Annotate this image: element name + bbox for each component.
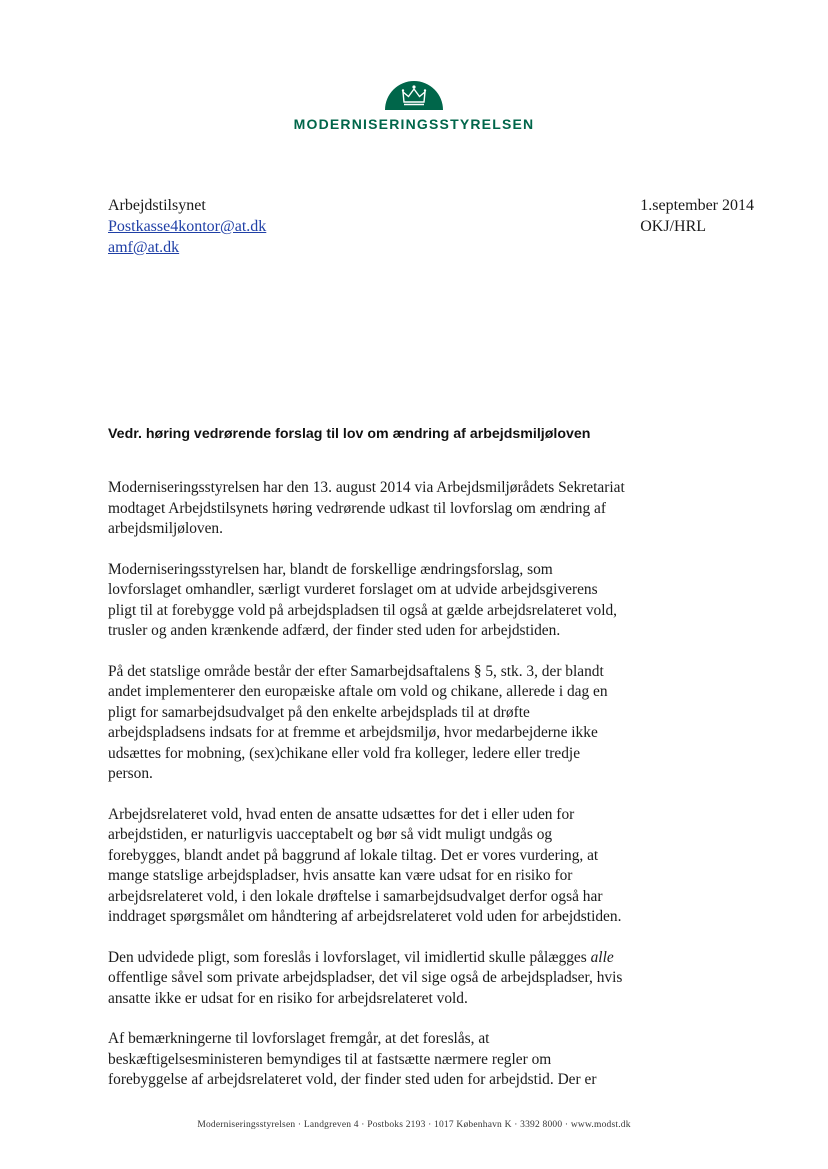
body-paragraph: Arbejdsrelateret vold, hvad enten de ansatte udsættes for det i eller uden for arbejdstiden, er naturligvis uacceptabelt og bør så vidt muligt undgås og forebygges, blandt andet på baggrund af lokale tiltag. Det er vores vurdering, at mange statslige arbejdspladser, hvis ansatte kan være udsat for en risiko for arbejdsrelateret vold, i den lokale drøftelse i samarbejdsudvalget derfor også har inddraget spørgsmålet om håndtering af arbejdsrelateret vold uden for arbejdstiden.	[108, 805, 622, 925]
letter-body	[108, 478, 628, 1111]
emphasis-text: alle	[590, 948, 614, 966]
recipient-name: Arbejdstilsynet	[108, 197, 206, 214]
body-paragraph: På det statslige område består der efter Samarbejdsaftalens § 5, stk. 3, der blandt andet implementerer den europæiske aftale om vold og chikane, allerede i dag en pligt for samarbejdsudvalget på den enkelte arbejdsplads til at drøfte arbejdspladsens indsats for at fremme et arbejdsmiljø, hvor medarbejderne ikke udsættes for mobning, (sex)chikane eller vold fra kolleger, ledere eller tredje person.	[108, 662, 608, 782]
letter-subject: Vedr. høring vedrørende forslag til lov om ændring af arbejdsmiljøloven	[108, 426, 591, 442]
letter-meta	[640, 195, 754, 237]
body-paragraph: Moderniseringsstyrelsen har, blandt de forskellige ændringsforslag, som lovforslaget omhandler, særligt vurderet forslaget om at udvide arbejdsgiverens pligt til at forebygge vold på arbejdspladsen til også at gælde arbejdsrelateret vold, trusler og anden krænkende adfærd, der finder sted uden for arbejdstiden.	[108, 560, 618, 639]
body-paragraph: Moderniseringsstyrelsen har den 13. august 2014 via Arbejdsmiljørådets Sekretariat modtaget Arbejdstilsynets høring vedrørende udkast til lovforslag om ændring af arbejdsmiljøloven.	[108, 479, 625, 537]
letterhead-logo	[0, 80, 828, 132]
page-footer: Moderniseringsstyrelsen · Landgreven 4 · Postboks 2193 · 1017 København K · 3392 8000 · www.modst.dk	[197, 1120, 631, 1130]
recipient-email-link[interactable]: amf@at.dk	[108, 239, 180, 256]
body-paragraph: Af bemærkningerne til lovforslaget fremgår, at det foreslås, at beskæftigelsesministeren bemyndiges til at fastsætte nærmere regler om forebyggelse af arbejdsrelateret vold, der finder sted uden for arbejdstid. Der er	[108, 1030, 597, 1088]
body-paragraph	[108, 948, 628, 1010]
crown-emblem-icon	[383, 80, 445, 110]
body-text: Den udvidede pligt, som foreslås i lovforslaget, vil imidlertid skulle pålægges	[108, 948, 591, 966]
agency-wordmark: MODERNISERINGSSTYRELSEN	[293, 116, 535, 132]
letter-date: 1.september 2014	[640, 197, 754, 214]
body-text: offentlige såvel som private arbejdspladser, det vil sige også de arbejdspladser, hvis ansatte ikke er udsat for en risiko for arbejdsrelateret vold.	[108, 969, 623, 1007]
letter-reference: OKJ/HRL	[640, 218, 707, 235]
recipient-email-link[interactable]: Postkasse4kontor@at.dk	[108, 218, 267, 235]
recipient-block	[108, 195, 266, 258]
